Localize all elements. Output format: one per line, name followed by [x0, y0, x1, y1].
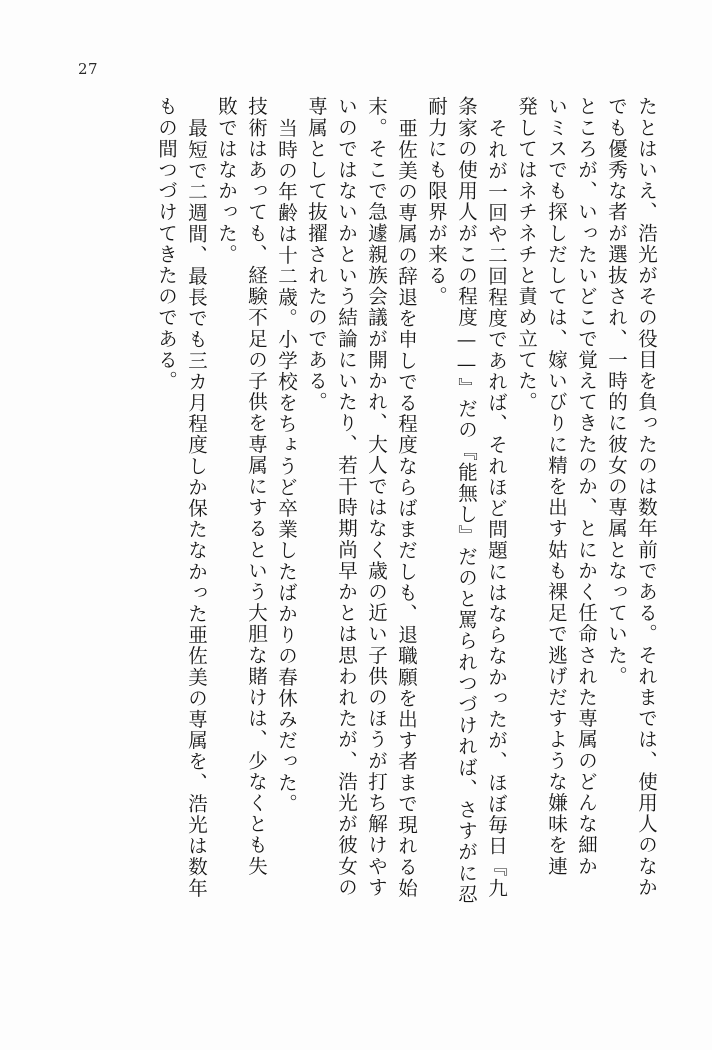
text-column: それが一回や二回程度であれば、それほど問題にはならなかったが、ほぼ毎日『九 — [485, 118, 508, 899]
text-column: 耐力にも限界が来る。 — [425, 96, 448, 307]
text-column: 末。そこで急遽親族会議が開かれ、大人ではなく歳の近い子供のほうが打ち解けやす — [365, 96, 388, 898]
text-column: 当時の年齢は十二歳。小学校をちょうど卒業したばかりの春休みだった。 — [275, 118, 298, 815]
text-column: 条家の使用人がこの程度——』だの『能無し』だのと罵られつづければ、さすがに忍 — [455, 96, 478, 905]
text-column: 最短で二週間、最長でも三カ月程度しか保たなかった亜佐美の専属を、浩光は数年 — [185, 118, 208, 899]
vertical-text-body — [52, 96, 656, 1002]
text-column: でも優秀な者が選抜され、一時的に彼女の専属となっていた。 — [605, 96, 628, 687]
text-column: いのではないかという結論にいたり、若干時期尚早かとは思われたが、浩光が彼女の — [335, 96, 358, 898]
text-column: 敗ではなかった。 — [215, 96, 238, 265]
text-column: 専属として抜擢されたのである。 — [305, 96, 328, 413]
text-column: 亜佐美の専属の辞退を申しでる程度ならばまだしも、退職願を出す者まで現れる始 — [395, 118, 418, 899]
text-column: もの間つづけてきたのである。 — [155, 96, 178, 392]
text-column: 発してはネチネチと責め立てた。 — [515, 96, 538, 413]
text-column: ところが、いったいどこで覚えてきたのか、とにかく任命された専属のどんな細か — [575, 96, 598, 877]
text-column: たとはいえ、浩光がその役目を負ったのは数年前である。それまでは、使用人のなか — [635, 96, 658, 898]
text-column: いミスでも探しだしては、嫁いびりに精を出す姑も裸足で逃げだすような嫌味を連 — [545, 96, 568, 877]
page-number: 27 — [78, 60, 99, 78]
text-column: 技術はあっても、経験不足の子供を専属にするという大胆な賭けは、少なくとも失 — [245, 96, 268, 877]
